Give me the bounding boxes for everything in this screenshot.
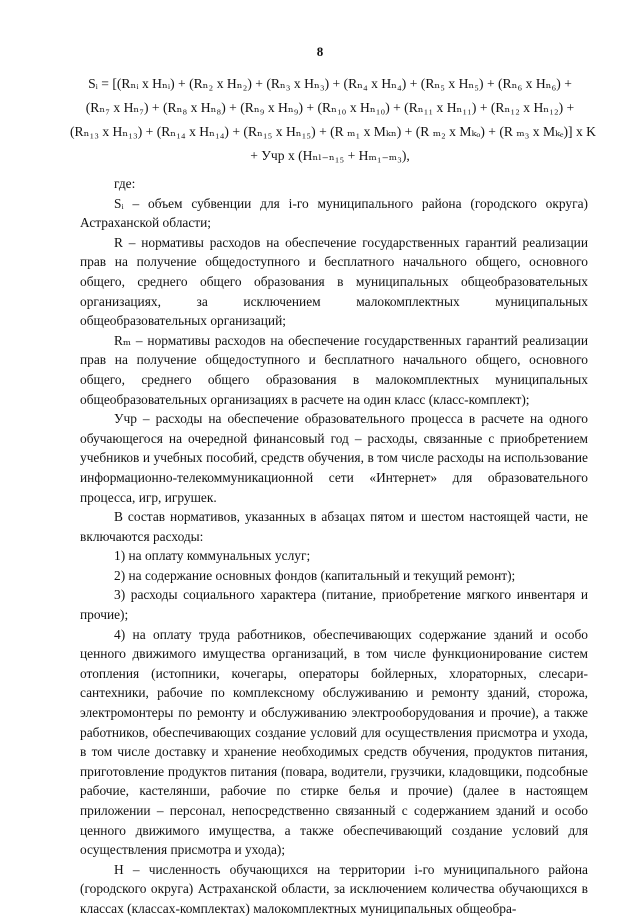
list-item-social-expenses: 3) расходы социального характера (питание, приобретение мягкого инвентаря и прочие); [80, 587, 588, 623]
formula-line-1: Sᵢ = [(Rₙᵢ x Hₙᵢ) + (Rₙ₂ x Hₙ₂) + (Rₙ₃ x Hₙ₃) + (Rₙ₄ x Hₙ₄) + (Rₙ₅ x Hₙ₅) + (Rₙ₆ x Hₙ₆) + [88, 76, 572, 91]
paragraph-excluded-intro: В состав нормативов, указанных в абзацах пятом и шестом настоящей части, не включаются расходы: [80, 509, 588, 544]
formula-line-3: (Rₙ₁₃ x Hₙ₁₃) + (Rₙ₁₄ x Hₙ₁₄) + (Rₙ₁₅ x Hₙ₁₅) + (R ₘ₁ x Mₖₙ) + (R ₘ₂ x Mₖₒ) + (R ₘ₃ x Mₖₑ)] x K [70, 124, 596, 139]
list-item-fixed-assets: 2) на содержание основных фондов (капитальный и текущий ремонт); [114, 567, 516, 583]
paragraph-s-definition: Sᵢ – объем субвенции для i-го муниципального района (городского округа) Астраханской области; [80, 195, 588, 231]
paragraph-r-definition: R – нормативы расходов на обеспечение государственных гарантий реализации прав на получение общедоступного и бесплатного начального общего, основного общего, среднего общего образования в муниципальных общеобразовательных организациях, за исключением малокомплектных муниципальных общеобразовательных организаций; [80, 234, 588, 329]
paragraph-h-definition: Н – численность обучающихся на территории i-го муниципального района (городского округа) Астраханской области, за исключением количества обучающихся в классах (классах-комплектах) малокомплектных муниципальных общеобра- [80, 861, 588, 916]
document-body [80, 174, 588, 919]
formula-line-2: (Rₙ₇ x Hₙ₇) + (Rₙ₈ x Hₙ₈) + (Rₙ₉ x Hₙ₉) + (Rₙ₁₀ x Hₙ₁₀) + (Rₙ₁₁ x Hₙ₁₁) + (Rₙ₁₂ x Hₙ₁₂) + [85, 100, 575, 115]
subvention-formula [70, 72, 596, 168]
paragraph-rm-definition: Rₘ – нормативы расходов на обеспечение государственных гарантий реализации прав на получение общедоступного и бесплатного начального общего, основного общего, среднего общего образования в малокомплектных муниципальных общеобразовательных организациях в расчете на один класс (класс-комплект); [80, 332, 588, 407]
page-number: 8 [316, 44, 324, 59]
list-item-staff-wages: 4) на оплату труда работников, обеспечивающих содержание зданий и особо ценного движимого имущества организаций, в том числе функционирование систем отопления (истопники, кочегары, операторы бойлерных, хлораторных, слесари-сантехники, рабочие по комплексному обслуживанию и ремонту зданий, сторожа, электромонтеры по ремонту и обслуживанию электрооборудования и прочие), а также работников, обеспечивающих создание условий для осуществления присмотра и ухода, в том числе доставку и хранение необходимых средств обучения, продуктов питания, приготовление продуктов питания (повара, водители, грузчики, кладовщики, подсобные рабочие, кастелянши, рабочие по стирке белья и прочие) (далее в настоящем приложении – персонал, непосредственно связанный с содержанием зданий и особо ценного движимого имущества, а также обеспечивающий создание условий для осуществления присмотра и ухода); [80, 626, 588, 858]
paragraph-ucr-definition: Учр – расходы на обеспечение образовательного процесса в расчете на одного обучающегося на очередной финансовый год – расходы, связанные с приобретением учебников и учебных пособий, средств обучения, в том числе расходы на использование информационно-телекоммуникационной сети «Интернет» для образовательного процесса, игр, игрушек. [80, 411, 588, 505]
paragraph-where: где: [114, 176, 136, 191]
list-item-utilities: 1) на оплату коммунальных услуг; [114, 548, 311, 564]
formula-line-4: + Учр x (Hₙₗ₋ₙ₁₅ + Hₘ₁₋ₘ₃), [250, 148, 410, 163]
